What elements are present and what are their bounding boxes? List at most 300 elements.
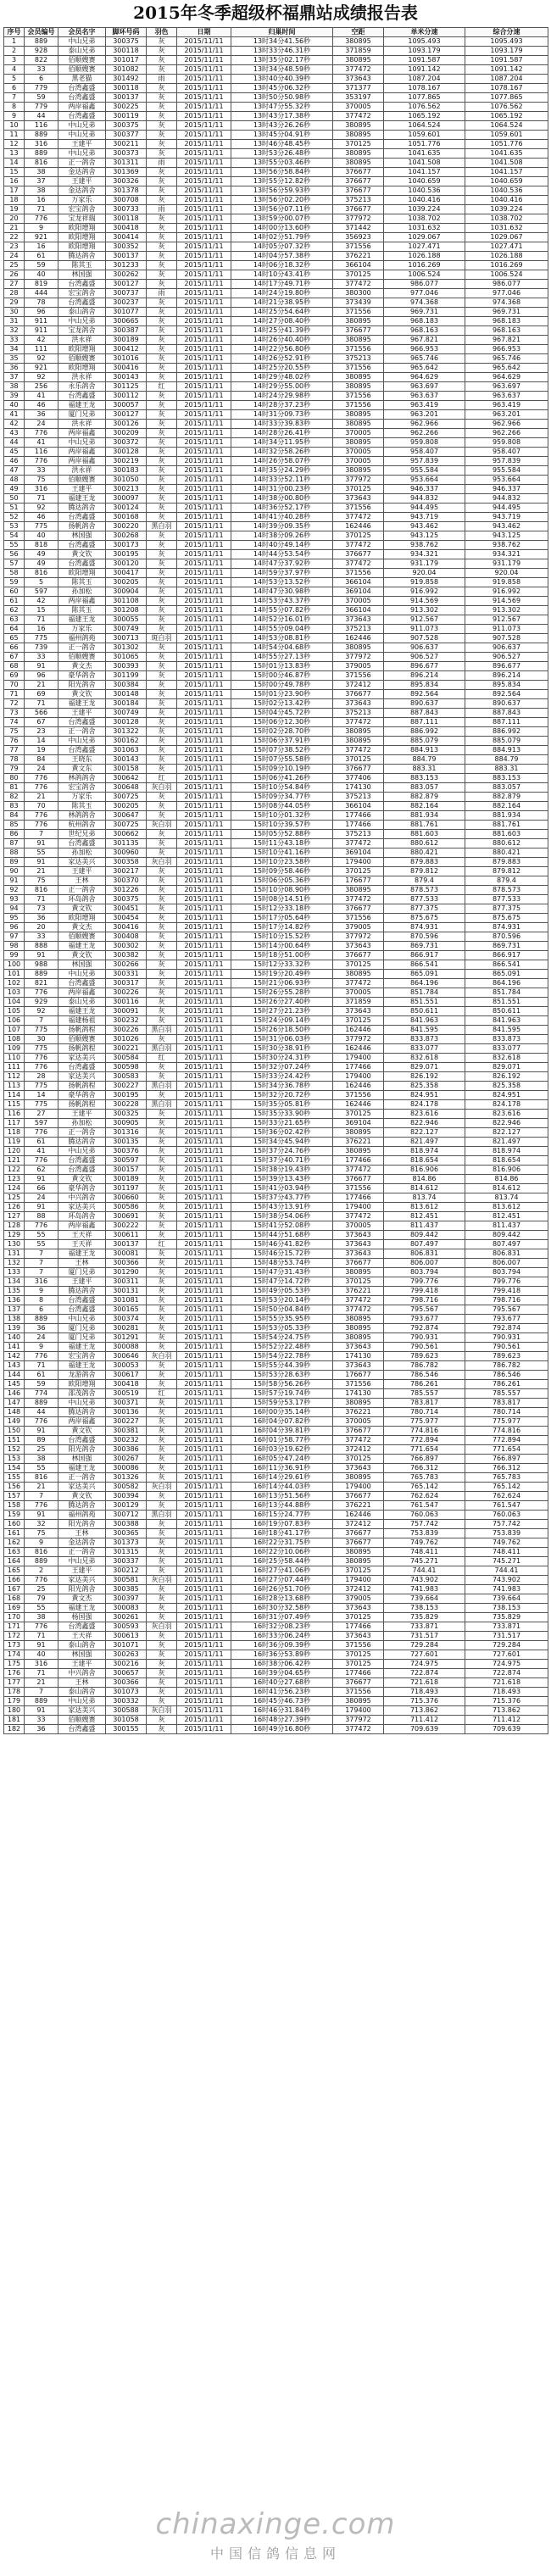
table-row xyxy=(4,1688,548,1697)
table-cell: 380300 xyxy=(333,289,384,298)
table-cell: 955.584 xyxy=(465,466,548,476)
table-cell: 377972 xyxy=(333,214,384,224)
table-cell: 36 xyxy=(25,1725,58,1734)
table-cell: 373643 xyxy=(333,1343,384,1352)
table-cell: 欧阳增翔 xyxy=(58,345,106,354)
table-cell: 2015/11/11 xyxy=(177,923,231,932)
table-cell: 156 xyxy=(4,1483,25,1492)
table-cell: 735.829 xyxy=(465,1613,548,1622)
table-cell: 821 xyxy=(25,979,58,988)
table-cell: 7 xyxy=(25,1492,58,1501)
table-cell: 776 xyxy=(25,1063,58,1072)
table-cell: 灰 xyxy=(147,140,177,149)
table-cell: 21 xyxy=(25,1678,58,1688)
table-cell: 2015/11/11 xyxy=(177,876,231,886)
table-cell: 21 xyxy=(25,1483,58,1492)
table-cell: 2015/11/11 xyxy=(177,1380,231,1389)
table-cell: 豪华鸽舍 xyxy=(58,1184,106,1193)
table-cell: 2015/11/11 xyxy=(177,1464,231,1473)
table-cell: 58 xyxy=(4,569,25,578)
table-row xyxy=(4,65,548,75)
table-cell: 162446 xyxy=(333,1511,384,1520)
table-cell: 963.201 xyxy=(465,410,548,420)
table-cell: 2015/11/11 xyxy=(177,1343,231,1352)
table-cell: 2015/11/11 xyxy=(177,103,231,112)
table-row xyxy=(4,1511,548,1520)
table-cell: 台湾鑫盛 xyxy=(58,93,106,103)
table-cell: 2015/11/11 xyxy=(177,737,231,746)
table-cell: 821.497 xyxy=(384,1138,465,1147)
table-cell: 21 xyxy=(25,793,58,802)
table-cell: 2015/11/11 xyxy=(177,1166,231,1175)
table-row xyxy=(4,662,548,671)
table-cell: 959.808 xyxy=(384,438,465,448)
table-cell: 377472 xyxy=(333,718,384,727)
table-cell: 1038.702 xyxy=(465,214,548,224)
table-cell: 2015/11/11 xyxy=(177,1613,231,1622)
table-cell: 1091.587 xyxy=(465,56,548,65)
table-row xyxy=(4,298,548,308)
table-cell: 台湾鑫盛 xyxy=(58,1436,106,1445)
table-cell: 889 xyxy=(25,149,58,159)
table-cell: 943.125 xyxy=(465,531,548,541)
table-cell: 775 xyxy=(25,522,58,531)
table-cell: 1059.601 xyxy=(465,131,548,140)
table-cell: 889 xyxy=(25,1697,58,1706)
table-row xyxy=(4,1287,548,1296)
table-row xyxy=(4,392,548,401)
table-cell: 灰 xyxy=(147,401,177,410)
table-cell: 2015/11/11 xyxy=(177,354,231,364)
table-cell: 806.831 xyxy=(384,1249,465,1259)
table-cell: 14时33分52.11秒 xyxy=(231,476,333,485)
table-cell: 斑白羽 xyxy=(147,634,177,643)
table-cell: 316 xyxy=(25,1660,58,1669)
table-cell: 2015/11/11 xyxy=(177,410,231,420)
table-cell: 775 xyxy=(25,1026,58,1035)
table-cell: 33 xyxy=(25,932,58,942)
table-cell: 889 xyxy=(25,970,58,979)
table-cell: 179400 xyxy=(333,858,384,867)
table-cell: 865.091 xyxy=(384,970,465,979)
table-row xyxy=(4,848,548,858)
table-row xyxy=(4,270,548,280)
table-cell: 301492 xyxy=(106,75,147,84)
table-cell: 55 xyxy=(25,1240,58,1249)
table-cell: 王林 xyxy=(58,1259,106,1268)
table-cell: 301315 xyxy=(106,1548,147,1557)
table-cell: 15时07分38.52秒 xyxy=(231,746,333,755)
table-cell: 300375 xyxy=(106,121,147,131)
table-cell: 45 xyxy=(4,448,25,457)
table-cell: 2015/11/11 xyxy=(177,839,231,848)
table-cell: 148 xyxy=(4,1408,25,1417)
table-cell: 300232 xyxy=(106,1436,147,1445)
table-cell: 916.992 xyxy=(384,587,465,597)
table-cell: 300126 xyxy=(106,420,147,429)
table-cell: 2015/11/11 xyxy=(177,1417,231,1427)
table-cell: 灰 xyxy=(147,550,177,559)
table-cell: 300382 xyxy=(106,951,147,960)
table-cell: 724.975 xyxy=(465,1660,548,1669)
table-cell: 300381 xyxy=(106,1427,147,1436)
table-cell: 2015/11/11 xyxy=(177,140,231,149)
table-cell: 177466 xyxy=(333,1193,384,1203)
table-cell: 913.302 xyxy=(465,606,548,615)
table-cell: 300712 xyxy=(106,1511,147,1520)
watermark-site: chinaxinge.com xyxy=(155,2507,396,2541)
table-cell: 27 xyxy=(4,280,25,289)
column-header: 羽色 xyxy=(147,28,177,37)
table-cell: 46 xyxy=(25,401,58,410)
table-cell: 71 xyxy=(4,690,25,699)
table-cell: 1078.167 xyxy=(465,84,548,93)
table-cell: 377472 xyxy=(333,1212,384,1221)
table-cell: 15时10分54.84秒 xyxy=(231,783,333,793)
table-cell: 181 xyxy=(4,1716,25,1725)
table-cell: 799.776 xyxy=(465,1277,548,1287)
table-cell: 884.913 xyxy=(465,746,548,755)
table-cell: 112 xyxy=(4,1072,25,1082)
table-cell: 916.992 xyxy=(465,587,548,597)
table-cell: 380895 xyxy=(333,336,384,345)
table-row xyxy=(4,839,548,848)
table-cell: 376677 xyxy=(333,904,384,914)
table-cell: 15时36分02.42秒 xyxy=(231,1128,333,1138)
table-cell: 85 xyxy=(4,821,25,830)
table-cell: 887.843 xyxy=(384,709,465,718)
table-cell: 711.412 xyxy=(465,1716,548,1725)
table-cell: 14时52分16.01秒 xyxy=(231,615,333,625)
table-cell: 灰 xyxy=(147,802,177,811)
table-cell: 2015/11/11 xyxy=(177,1333,231,1343)
table-cell: 745.271 xyxy=(465,1557,548,1566)
table-cell: 世纪兄弟 xyxy=(58,830,106,839)
table-cell: 370125 xyxy=(333,960,384,970)
column-header: 会员编号 xyxy=(25,28,58,37)
table-cell: 884.79 xyxy=(384,755,465,765)
table-cell: 15时32分20.72秒 xyxy=(231,1091,333,1100)
table-cell: 福建王龙 xyxy=(58,942,106,951)
table-cell: 376221 xyxy=(333,252,384,261)
column-header: 脚环号码 xyxy=(106,28,147,37)
table-cell: 豪华鸽舍 xyxy=(58,1091,106,1100)
table-cell: 灰 xyxy=(147,765,177,774)
table-cell: 300263 xyxy=(106,1650,147,1660)
table-cell: 2015/11/11 xyxy=(177,214,231,224)
table-cell: 892.564 xyxy=(384,690,465,699)
table-cell: 713.862 xyxy=(384,1706,465,1716)
table-cell: 5 xyxy=(4,75,25,84)
table-cell: 371556 xyxy=(333,308,384,317)
table-row xyxy=(4,457,548,466)
table-cell: 1006.524 xyxy=(465,270,548,280)
table-cell: 301322 xyxy=(106,727,147,737)
table-cell: 300162 xyxy=(106,737,147,746)
table-cell: 69 xyxy=(4,671,25,681)
table-row xyxy=(4,923,548,932)
table-cell: 灰 xyxy=(147,1259,177,1268)
table-cell: 1077.865 xyxy=(384,93,465,103)
table-cell: 795.567 xyxy=(384,1305,465,1315)
table-cell: 2015/11/11 xyxy=(177,1483,231,1492)
table-cell: 300205 xyxy=(106,802,147,811)
table-cell: 黑白羽 xyxy=(147,522,177,531)
table-cell: 300370 xyxy=(106,876,147,886)
table-cell: 75 xyxy=(25,1529,58,1538)
table-cell: 71 xyxy=(25,699,58,709)
table-cell: 16时33分06.24秒 xyxy=(231,1632,333,1641)
table-cell: 灰 xyxy=(147,886,177,895)
table-cell: 14时34分11.95秒 xyxy=(231,438,333,448)
table-cell: 2015/11/11 xyxy=(177,1445,231,1455)
table-cell: 813.74 xyxy=(465,1193,548,1203)
table-cell: 366104 xyxy=(333,606,384,615)
table-row xyxy=(4,429,548,438)
table-cell: 14 xyxy=(25,1091,58,1100)
table-cell: 168 xyxy=(4,1594,25,1604)
table-cell: 灰 xyxy=(147,373,177,382)
table-cell: 福建杨祖 xyxy=(58,1016,106,1026)
table-cell: 78 xyxy=(25,298,58,308)
table-cell: 13时53分26.48秒 xyxy=(231,149,333,159)
table-cell: 洪永祥 xyxy=(58,373,106,382)
table-cell: 欧阳增翔 xyxy=(58,914,106,923)
table-row xyxy=(4,1016,548,1026)
table-cell: 300212 xyxy=(106,1566,147,1576)
table-row xyxy=(4,1044,548,1054)
table-cell: 133 xyxy=(4,1268,25,1277)
table-cell: 13时34分41.56秒 xyxy=(231,37,333,47)
table-cell: 301108 xyxy=(106,597,147,606)
table-cell: 906.527 xyxy=(384,653,465,662)
table-cell: 729.284 xyxy=(465,1641,548,1650)
table-cell: 912.567 xyxy=(465,615,548,625)
table-cell: 765.142 xyxy=(465,1483,548,1492)
table-cell: 733.871 xyxy=(465,1622,548,1632)
table-cell: 377472 xyxy=(333,895,384,904)
table-cell: 107 xyxy=(4,1026,25,1035)
table-cell: 15时37分24.76秒 xyxy=(231,1147,333,1156)
table-cell: 欧阳增翔 xyxy=(58,364,106,373)
table-cell: 883.057 xyxy=(384,783,465,793)
table-cell: 906.637 xyxy=(465,643,548,653)
table-cell: 15时10分01.32秒 xyxy=(231,811,333,821)
table-cell: 300733 xyxy=(106,205,147,214)
table-cell: 灰 xyxy=(147,970,177,979)
table-cell: 15时44分51.68秒 xyxy=(231,1231,333,1240)
table-cell: 2015/11/11 xyxy=(177,662,231,671)
table-cell: 灰 xyxy=(147,914,177,923)
table-row xyxy=(4,1072,548,1082)
table-cell: 灰 xyxy=(147,224,177,233)
table-cell: 380895 xyxy=(333,373,384,382)
table-cell: 15时30分24.31秒 xyxy=(231,1054,333,1063)
table-cell: 55 xyxy=(25,1464,58,1473)
table-cell: 731.517 xyxy=(465,1632,548,1641)
table-cell: 91 xyxy=(25,951,58,960)
table-cell: 130 xyxy=(4,1240,25,1249)
table-cell: 16时26分51.70秒 xyxy=(231,1585,333,1594)
table-cell: 两岸福鑫 xyxy=(58,448,106,457)
table-row xyxy=(4,951,548,960)
table-cell: 2015/11/11 xyxy=(177,960,231,970)
table-cell: 301208 xyxy=(106,606,147,615)
table-cell: 745.271 xyxy=(384,1557,465,1566)
table-cell: 816.906 xyxy=(384,1166,465,1175)
table-row xyxy=(4,56,548,65)
table-cell: 中山兄弟 xyxy=(58,37,106,47)
table-cell: 两岸福鑫 xyxy=(58,103,106,112)
table-cell: 380895 xyxy=(333,1548,384,1557)
table-cell: 15时08分14.51秒 xyxy=(231,895,333,904)
table-cell: 813.74 xyxy=(384,1193,465,1203)
table-row xyxy=(4,1231,548,1240)
table-cell: 370005 xyxy=(333,448,384,457)
table-cell: 121 xyxy=(4,1156,25,1166)
table-cell: 776 xyxy=(25,1622,58,1632)
table-cell: 灰 xyxy=(147,578,177,587)
table-cell: 16时32分08.23秒 xyxy=(231,1622,333,1632)
table-cell: 134 xyxy=(4,1277,25,1287)
table-cell: 776 xyxy=(25,821,58,830)
table-row xyxy=(4,876,548,886)
results-table xyxy=(3,27,548,1734)
table-cell: 14时25分54.64秒 xyxy=(231,308,333,317)
table-cell: 775 xyxy=(25,1082,58,1091)
table-cell: 2015/11/11 xyxy=(177,1361,231,1371)
table-cell: 灰白羽 xyxy=(147,783,177,793)
table-cell: 2015/11/11 xyxy=(177,168,231,177)
table-cell: 36 xyxy=(25,410,58,420)
table-cell: 962.966 xyxy=(465,420,548,429)
table-cell: 110 xyxy=(4,1054,25,1063)
table-cell: 2015/11/11 xyxy=(177,1324,231,1333)
table-cell: 300281 xyxy=(106,1324,147,1333)
table-row xyxy=(4,1184,548,1193)
table-cell: 896.677 xyxy=(465,662,548,671)
table-cell: 7 xyxy=(4,93,25,103)
table-row xyxy=(4,1063,548,1072)
table-cell: 709.639 xyxy=(465,1725,548,1734)
table-cell: 377972 xyxy=(333,653,384,662)
table-cell: 380895 xyxy=(333,149,384,159)
table-cell: 中山兄弟 xyxy=(58,131,106,140)
table-cell: 家达美兴 xyxy=(58,858,106,867)
table-cell: 两岸福鑫 xyxy=(58,1221,106,1231)
table-cell: 2015/11/11 xyxy=(177,448,231,457)
table-cell: 2015/11/11 xyxy=(177,821,231,830)
table-row xyxy=(4,1138,548,1147)
table-cell: 84 xyxy=(25,755,58,765)
table-cell: 台湾鑫盛 xyxy=(58,746,106,755)
table-cell: 943.719 xyxy=(384,513,465,522)
table-cell: 943.462 xyxy=(465,522,548,531)
table-cell: 正一鸽舍 xyxy=(58,886,106,895)
table-cell: 300118 xyxy=(106,214,147,224)
table-cell: 84 xyxy=(4,811,25,821)
table-cell: 301017 xyxy=(106,56,147,65)
table-row xyxy=(4,93,548,103)
table-cell: 373439 xyxy=(333,298,384,308)
table-cell: 850.611 xyxy=(384,1007,465,1016)
table-cell: 135 xyxy=(4,1287,25,1296)
table-cell: 300158 xyxy=(106,765,147,774)
table-cell: 13时46分48.45秒 xyxy=(231,140,333,149)
table-cell: 14时27分08.40秒 xyxy=(231,317,333,326)
table-cell: 福建王龙 xyxy=(58,1604,106,1613)
table-cell: 灰 xyxy=(147,420,177,429)
table-cell: 874.931 xyxy=(465,923,548,932)
table-cell: 300211 xyxy=(106,140,147,149)
table-cell: 正一鸽舍 xyxy=(58,727,106,737)
table-cell: 775.977 xyxy=(465,1417,548,1427)
table-cell: 黑白羽 xyxy=(147,1026,177,1035)
table-cell: 146 xyxy=(4,1389,25,1399)
table-cell: 71 xyxy=(25,1669,58,1678)
table-cell: 中兴鸽舍 xyxy=(58,1669,106,1678)
table-cell: 718.493 xyxy=(465,1688,548,1697)
table-row xyxy=(4,1417,548,1427)
table-cell: 1041.508 xyxy=(384,159,465,168)
table-cell: 91 xyxy=(25,1203,58,1212)
table-cell: 597 xyxy=(25,1119,58,1128)
table-cell: 15时41分03.94秒 xyxy=(231,1184,333,1193)
table-cell: 92 xyxy=(25,504,58,513)
table-cell: 880.612 xyxy=(465,839,548,848)
table-cell: 864.196 xyxy=(384,979,465,988)
table-cell: 373643 xyxy=(333,75,384,84)
table-cell: 179 xyxy=(4,1697,25,1706)
table-cell: 1065.192 xyxy=(384,112,465,121)
table-cell: 15时27分21.23秒 xyxy=(231,1007,333,1016)
table-cell: 灰 xyxy=(147,793,177,802)
table-cell: 14时33分39.83秒 xyxy=(231,420,333,429)
table-cell: 776 xyxy=(25,774,58,783)
table-row xyxy=(4,597,548,606)
table-cell: 300222 xyxy=(106,1221,147,1231)
table-cell: 王建平 xyxy=(58,1566,106,1576)
table-cell: 1087.204 xyxy=(384,75,465,84)
table-cell: 729.284 xyxy=(384,1641,465,1650)
table-cell: 814.612 xyxy=(465,1184,548,1193)
table-cell: 300055 xyxy=(106,615,147,625)
table-cell: 15时17分05.64秒 xyxy=(231,914,333,923)
table-cell: 300371 xyxy=(106,1399,147,1408)
table-cell: 2015/11/11 xyxy=(177,643,231,653)
table-cell: 738.153 xyxy=(384,1604,465,1613)
table-cell: 300261 xyxy=(106,1613,147,1622)
table-cell: 301378 xyxy=(106,186,147,196)
table-cell: 67 xyxy=(25,718,58,727)
table-cell: 772.894 xyxy=(465,1436,548,1445)
table-cell: 920.04 xyxy=(465,569,548,578)
table-cell: 灰白羽 xyxy=(147,1622,177,1632)
table-cell: 724.975 xyxy=(384,1660,465,1669)
table-cell: 2015/11/11 xyxy=(177,988,231,998)
table-cell: 2015/11/11 xyxy=(177,653,231,662)
table-cell: 7 xyxy=(25,1249,58,1259)
table-row xyxy=(4,1054,548,1063)
table-row xyxy=(4,373,548,382)
table-cell: 974.368 xyxy=(465,298,548,308)
table-cell: 灰 xyxy=(147,270,177,280)
table-cell: 14时26分40.40秒 xyxy=(231,336,333,345)
table-cell: 灰 xyxy=(147,830,177,839)
table-cell: 2015/11/11 xyxy=(177,690,231,699)
table-cell: 715.376 xyxy=(384,1697,465,1706)
table-cell: 泰山鸽舍 xyxy=(58,1641,106,1650)
